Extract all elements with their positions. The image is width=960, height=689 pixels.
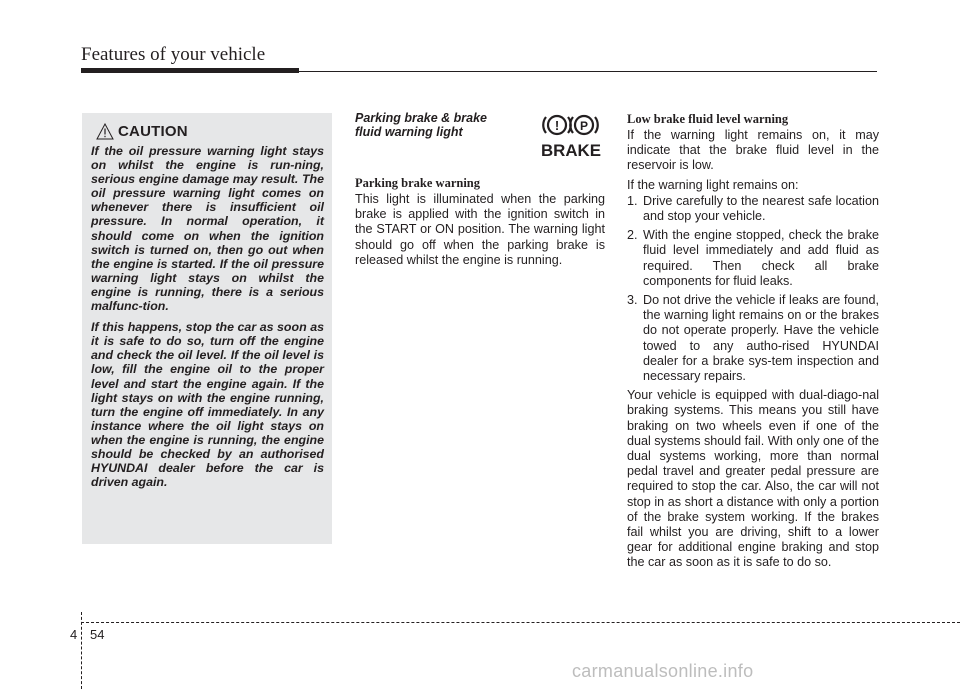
brake-fluid-closing: Your vehicle is equipped with dual-diago-nal braking systems. This means you still have braking on two wheels even if one of the dual systems should fail. With only one of the dual systems working, more than normal pedal travel and greater pedal pressure are required to stop the car. Also, the car will not stop in as short a distance with only a portion of the brake system working. If the brakes fail whilst you are driving, shift to a lower gear for additional engine braking and stop the car as soon as it is safe to do so. — [627, 388, 880, 570]
footer-rule — [81, 622, 960, 623]
header-rule — [299, 71, 877, 72]
brake-fluid-intro: If the warning light remains on, it may indicate that the brake fluid level in the reservoir is low. — [627, 128, 879, 173]
brake-icon-symbol-exclaim: ! — [554, 118, 560, 133]
footer-divider — [81, 612, 82, 689]
chapter-number: 4 — [70, 627, 78, 642]
caution-label: CAUTION — [118, 122, 188, 140]
parking-brake-title: Parking brake & brake fluid warning light — [355, 111, 488, 139]
list-item: 3. Do not drive the vehicle if leaks are found, the warning light remains on or the brakes do not operate properly. Have the vehicle towed to any autho-rised HYUNDAI dealer for a brake sys-tem inspection and necessary repairs. — [627, 293, 879, 384]
caution-paragraph-1: If the oil pressure warning light stays on whilst the engine is run-ning, serious engine damage may result. The oil pressure warning light comes on whenever there is insufficient oil pressure. In normal operation, it should come on when the ignition switch is turned on, then go out when the engine is started. If the oil pressure warning light stays on whilst the engine is running, there is a serious malfunc-tion. — [91, 144, 324, 314]
page-header-title: Features of your vehicle — [81, 44, 266, 65]
list-item: 1. Drive carefully to the nearest safe location and stop your vehicle. — [627, 193, 879, 224]
list-item: 2. With the engine stopped, check the brake fluid level immediately and add fluid as required. Then check all brake components for fluid leaks. — [627, 228, 879, 288]
brake-fluid-lead: If the warning light remains on: — [627, 177, 799, 192]
header-bar — [81, 68, 299, 73]
parking-brake-subhead: Parking brake warning — [355, 176, 481, 190]
brake-icon-label: BRAKE — [541, 141, 601, 160]
caution-paragraph-2: If this happens, stop the car as soon as it is safe to do so, turn off the engine and check the oil level. If the oil level is low, fill the engine oil to the proper level and start the engine again. If the light stays on with the engine running, turn the engine off immediately. In any instance where the oil light stays on when the engine is running, the engine should be checked by an authorised HYUNDAI dealer before the car is driven again. — [91, 320, 324, 490]
caution-heading — [96, 121, 324, 141]
parking-brake-body: This light is illuminated when the parking brake is applied with the ignition switch in the START or ON position. The warning light should go off when the parking brake is released whilst the engine is running. — [355, 192, 605, 267]
page-number: 54 — [90, 627, 105, 642]
warning-triangle-icon — [96, 123, 114, 140]
caution-box — [82, 113, 332, 544]
brake-warning-icon — [538, 111, 604, 161]
watermark: carmanualsonline.info — [572, 661, 754, 681]
brake-fluid-subhead: Low brake fluid level warning — [627, 112, 789, 126]
brake-fluid-steps — [627, 194, 879, 384]
brake-icon-symbol-p: P — [579, 119, 589, 133]
brake-fluid-section — [627, 111, 879, 571]
